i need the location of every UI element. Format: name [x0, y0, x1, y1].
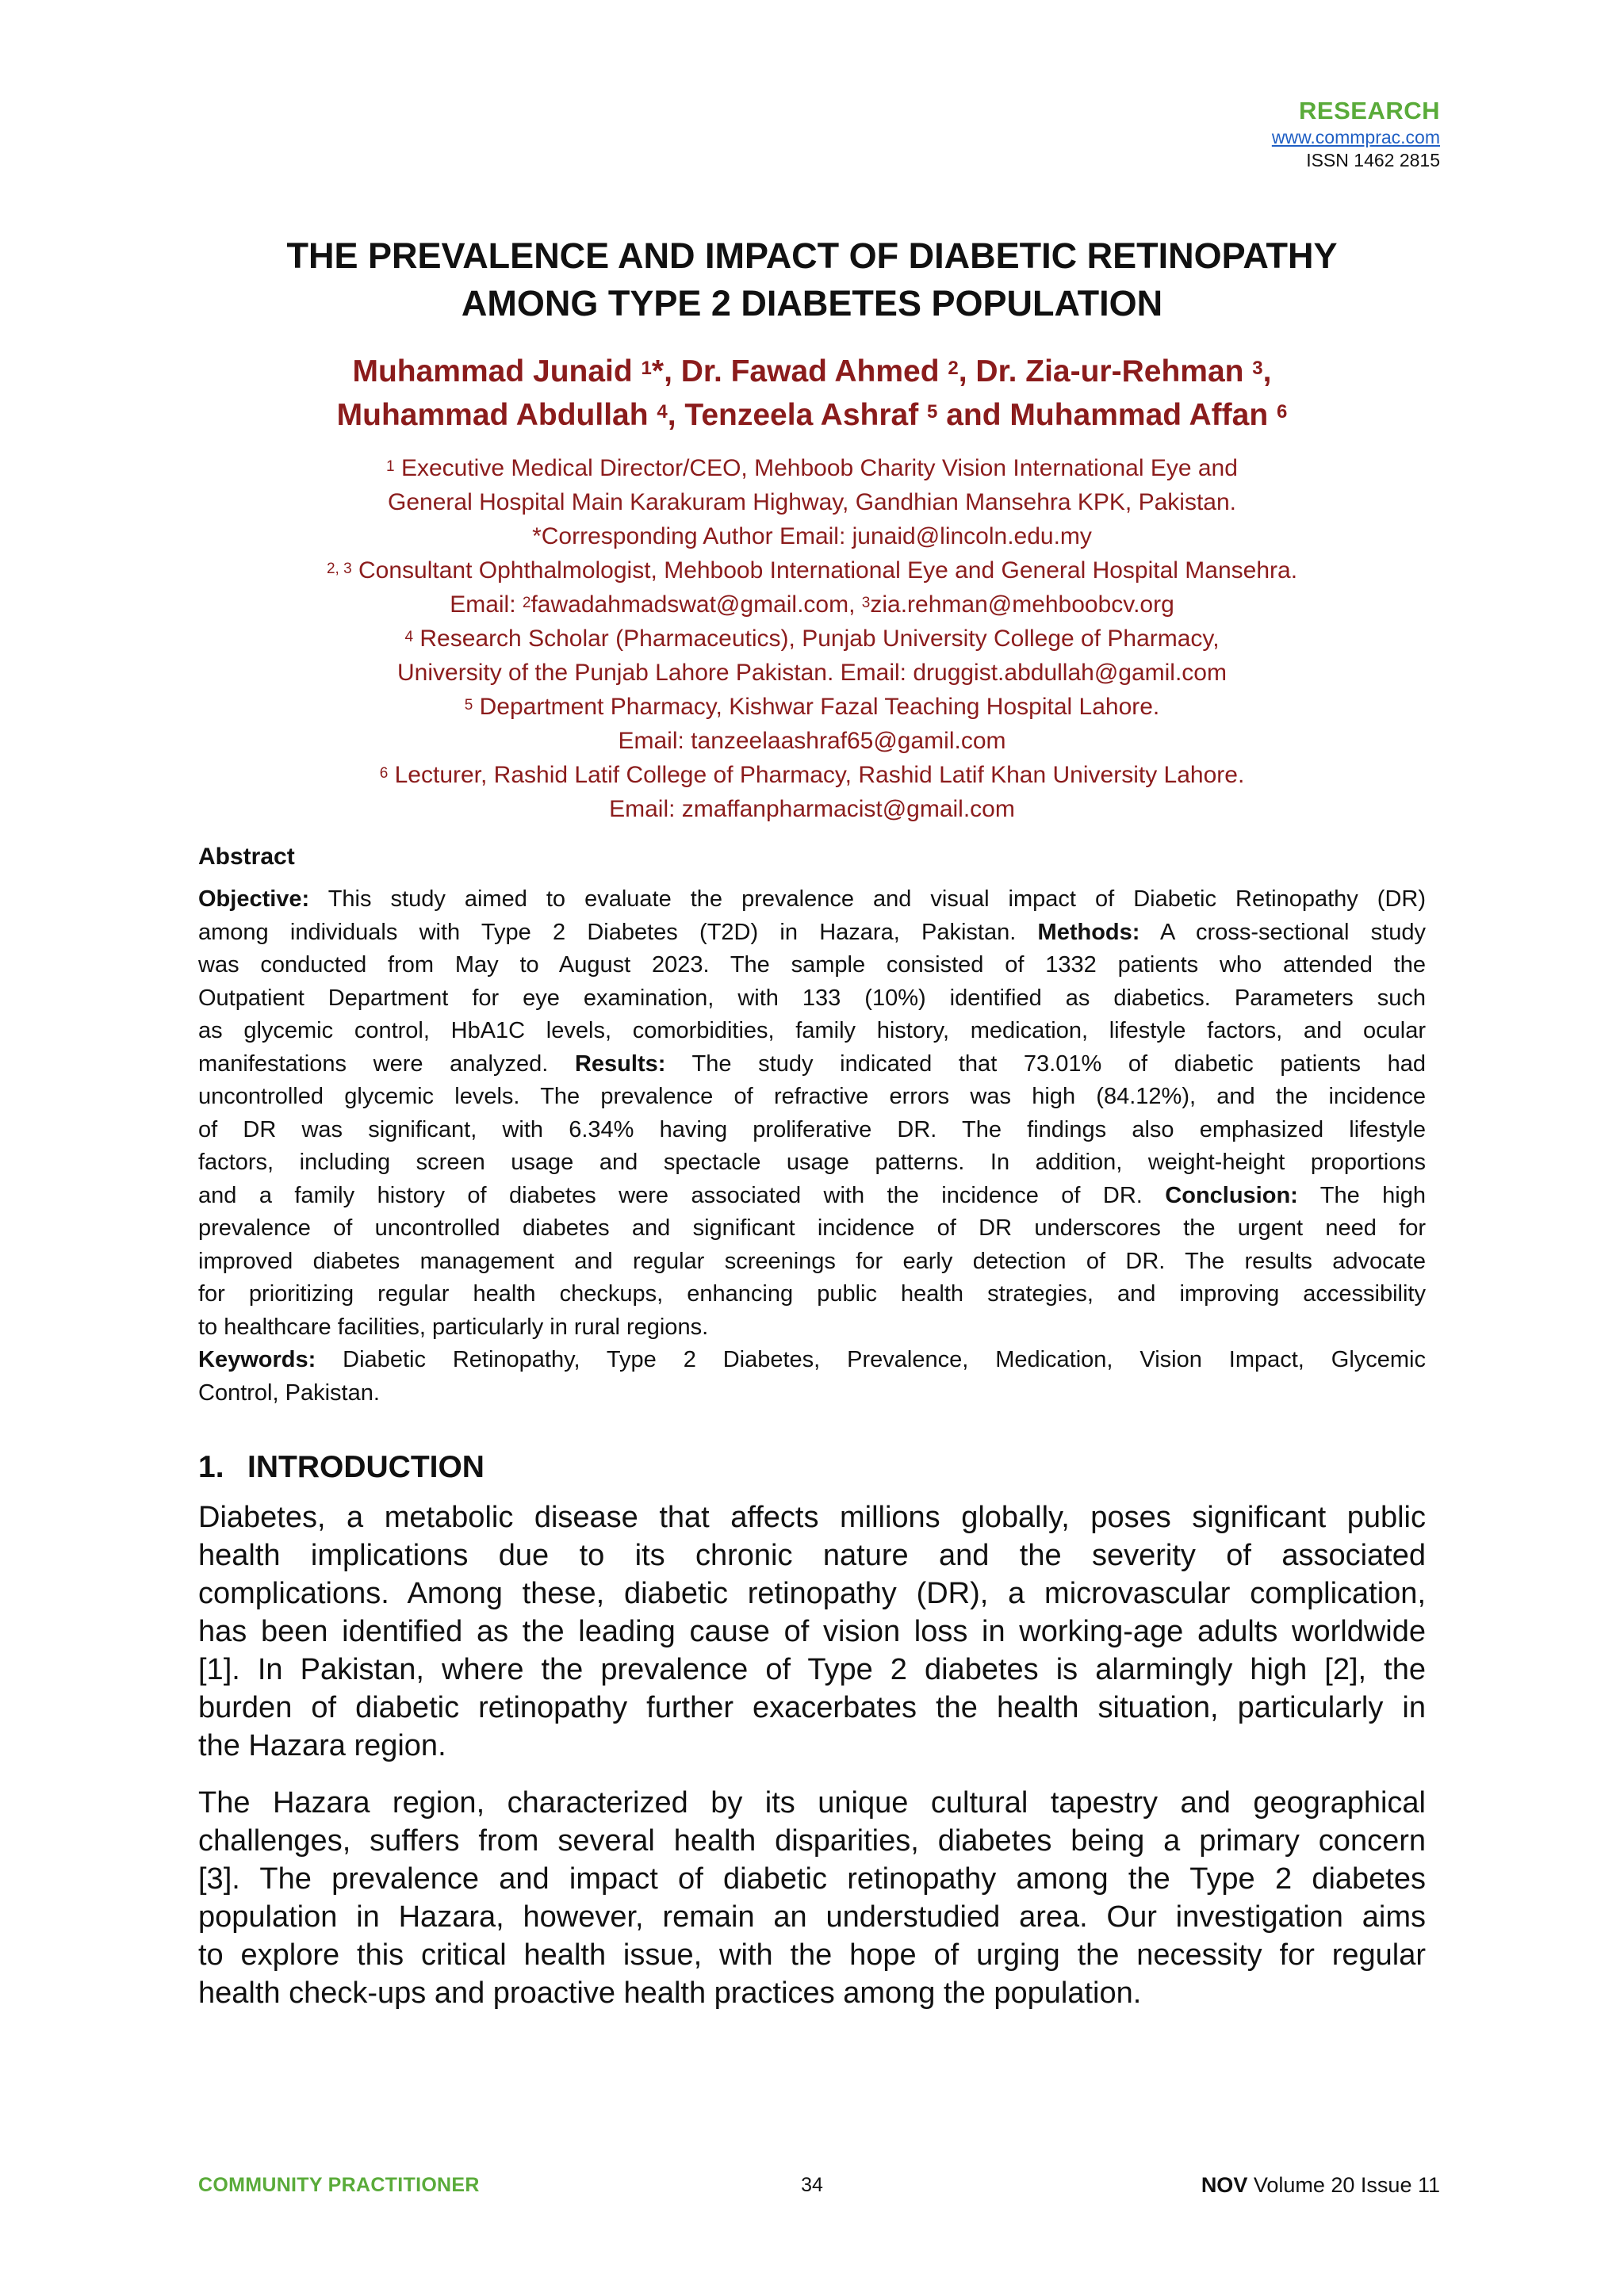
affil-marker: 1 — [386, 458, 395, 475]
issn: ISSN 1462 2815 — [1306, 150, 1440, 170]
abstract-line: to healthcare facilities, particularly in rural regions. — [198, 1314, 709, 1340]
affil-marker: 2, 3 — [326, 561, 352, 577]
affil-marker: 4 — [404, 629, 414, 645]
author-6: Muhammad Affan — [1009, 398, 1277, 432]
footer-issue — [1201, 2173, 1440, 2197]
author-2-affil: 2 — [948, 358, 959, 379]
author-3-affil: 3 — [1252, 358, 1263, 379]
corresponding-author-email: *Corresponding Author Email: junaid@lincoln.edu.my — [532, 523, 1092, 549]
keywords-label: Keywords: — [198, 1347, 316, 1372]
footer-volume: Volume 20 Issue 11 — [1247, 2173, 1440, 2197]
paragraph-line: burden of diabetic retinopathy further exacerbates the health situation, particularly in — [198, 1691, 1426, 1724]
abstract-line: uncontrolled glycemic levels. The prevalence of refractive errors was high (84.12%), and the incidence — [198, 1084, 1426, 1109]
abstract-heading: Abstract — [198, 844, 295, 870]
author-4-affil: 4 — [657, 401, 668, 423]
abstract-text: This study aimed to evaluate the prevalence and visual impact of Diabetic Retinopathy (DR) — [309, 886, 1426, 912]
author-2: Dr. Fawad Ahmed — [680, 354, 948, 388]
paragraph-line: health implications due to its chronic nature and the severity of associated — [198, 1539, 1426, 1572]
objective-label: Objective: — [198, 886, 310, 912]
affiliation-line — [198, 690, 1426, 724]
abstract-text: A cross-sectional study — [1139, 919, 1426, 945]
affil-text: Department Pharmacy, Kishwar Fazal Teaching Hospital Lahore. — [473, 694, 1160, 720]
footer-journal-name: COMMUNITY PRACTITIONER — [198, 2174, 480, 2196]
paragraph-line: challenges, suffers from several health disparities, diabetes being a primary concern — [198, 1824, 1426, 1858]
methods-label: Methods: — [1037, 919, 1140, 945]
affiliation-line — [198, 451, 1426, 485]
paragraph-line: The Hazara region, characterized by its unique cultural tapestry and geographical — [198, 1786, 1426, 1820]
abstract-line — [198, 1048, 1426, 1081]
author-5-affil: 5 — [927, 401, 938, 423]
paragraph-line: has been identified as the leading cause of vision loss in working-age adults worldwide — [198, 1615, 1426, 1648]
affiliation-line: University of the Punjab Lahore Pakistan. Email: druggist.abdullah@gamil.com — [397, 660, 1227, 686]
affiliation-line — [198, 758, 1426, 792]
abstract-line — [198, 1180, 1426, 1213]
abstract-text: The study indicated that 73.01% of diabetic patients had — [665, 1050, 1427, 1077]
abstract-line: prevalence of uncontrolled diabetes and significant incidence of DR underscores the urgent need for — [198, 1215, 1426, 1241]
affiliation-emails — [198, 587, 1426, 622]
abstract-line — [198, 883, 1426, 916]
abstract-line: of DR was significant, with 6.34% having proliferative DR. The findings also emphasized lifestyle — [198, 1116, 1426, 1142]
author-2-sep: , — [958, 354, 976, 388]
affil-marker: 3 — [861, 595, 871, 611]
keywords — [198, 1344, 1426, 1410]
conclusion-label: Conclusion: — [1165, 1182, 1298, 1208]
abstract-line: as glycemic control, HbA1C levels, comorbidities, family history, medication, lifestyle factors, and ocular — [198, 1018, 1426, 1043]
website-link[interactable]: www.commprac.com — [1271, 127, 1440, 147]
paragraph-line: health check-ups and proactive health practices among the population. — [198, 1976, 1142, 2010]
section-title: INTRODUCTION — [247, 1450, 485, 1484]
affiliation-line: Email: tanzeelaashraf65@gamil.com — [618, 728, 1006, 754]
affiliations — [198, 451, 1426, 826]
author-5: Tenzeela Ashraf — [684, 398, 928, 432]
affil-text: Email: — [450, 591, 523, 618]
author-6-affil: 6 — [1276, 401, 1288, 423]
page-number: 34 — [801, 2174, 823, 2196]
keywords-line: Control, Pakistan. — [198, 1380, 380, 1406]
affil-marker: 6 — [379, 765, 389, 782]
affiliation-line: Email: zmaffanpharmacist@gmail.com — [609, 796, 1015, 822]
author-3: Dr. Zia-ur-Rehman — [975, 354, 1253, 388]
abstract-text: The high — [1297, 1182, 1426, 1208]
results-label: Results: — [574, 1050, 666, 1077]
abstract-line: for prioritizing regular health checkups, enhancing public health strategies, and improving accessibility — [198, 1281, 1426, 1307]
abstract-line: factors, including screen usage and spectacle usage patterns. In addition, weight-height proportions — [198, 1150, 1426, 1175]
keywords-text: Diabetic Retinopathy, Type 2 Diabetes, Prevalence, Medication, Vision Impact, Glycemic — [316, 1347, 1426, 1372]
abstract-line — [198, 916, 1426, 950]
title-line-1: THE PREVALENCE AND IMPACT OF DIABETIC RETINOPATHY — [286, 235, 1338, 276]
affil-text: Executive Medical Director/CEO, Mehboob Charity Vision International Eye and — [394, 455, 1238, 481]
affil-text: Research Scholar (Pharmaceutics), Punjab University College of Pharmacy, — [413, 626, 1220, 652]
paragraph-line: [1]. In Pakistan, where the prevalence of Type 2 diabetes is alarmingly high [2], the — [198, 1653, 1426, 1686]
abstract-line: Outpatient Department for eye examination, with 133 (10%) identified as diabetics. Parameters such — [198, 985, 1426, 1011]
keywords-line — [198, 1344, 1426, 1377]
introduction-heading — [198, 1448, 485, 1487]
intro-paragraph-1 — [198, 1498, 1426, 1765]
affil-text: Lecturer, Rashid Latif College of Pharmacy, Rashid Latif Khan University Lahore. — [388, 762, 1245, 788]
section-label: RESEARCH — [1299, 97, 1440, 124]
abstract-line: improved diabetes management and regular screenings for early detection of DR. The results advocate — [198, 1248, 1426, 1274]
author-4-sep: , — [667, 398, 685, 432]
author-4: Muhammad Abdullah — [336, 398, 657, 432]
intro-paragraph-2 — [198, 1784, 1426, 2012]
paragraph-line: [3]. The prevalence and impact of diabetic retinopathy among the Type 2 diabetes — [198, 1862, 1426, 1896]
paragraph-line: the Hazara region. — [198, 1729, 446, 1762]
author-1-mark: *, — [651, 354, 681, 388]
title-line-2: AMONG TYPE 2 DIABETES POPULATION — [461, 283, 1163, 323]
affiliation-line — [198, 553, 1426, 587]
author-list — [198, 350, 1426, 437]
affil-marker: 2 — [522, 595, 531, 611]
paragraph-line: to explore this critical health issue, with the hope of urging the necessity for regular — [198, 1938, 1426, 1972]
abstract-text: manifestations were analyzed. — [198, 1050, 575, 1077]
affiliation-line — [198, 622, 1426, 656]
paragraph-line: population in Hazara, however, remain an understudied area. Our investigation aims — [198, 1900, 1426, 1934]
paper-title — [198, 232, 1426, 327]
affiliation-line: General Hospital Main Karakuram Highway, Gandhian Mansehra KPK, Pakistan. — [388, 489, 1236, 515]
author-3-sep: , — [1262, 354, 1272, 388]
footer-month: NOV — [1201, 2173, 1248, 2197]
journal-header — [1272, 97, 1440, 171]
abstract-body — [198, 883, 1426, 1344]
author-1-affil: 1 — [641, 358, 652, 379]
affil-marker: 5 — [464, 697, 473, 714]
affil-email: fawadahmadswat@gmail.com, — [530, 591, 862, 618]
abstract-line: was conducted from May to August 2023. The sample consisted of 1332 patients who attended the — [198, 952, 1426, 978]
abstract-text: and a family history of diabetes were associated with the incidence of DR. — [198, 1182, 1166, 1208]
abstract-text: among individuals with Type 2 Diabetes (T2D) in Hazara, Pakistan. — [198, 919, 1038, 945]
affil-email: zia.rehman@mehboobcv.org — [870, 591, 1174, 618]
affil-text: Consultant Ophthalmologist, Mehboob International Eye and General Hospital Mansehra. — [351, 557, 1298, 584]
author-1: Muhammad Junaid — [352, 354, 642, 388]
paragraph-line: complications. Among these, diabetic retinopathy (DR), a microvascular complication, — [198, 1577, 1426, 1610]
paragraph-line: Diabetes, a metabolic disease that affects millions globally, poses significant public — [198, 1501, 1426, 1534]
author-5-sep: and — [937, 398, 1010, 432]
section-number: 1. — [198, 1450, 224, 1484]
